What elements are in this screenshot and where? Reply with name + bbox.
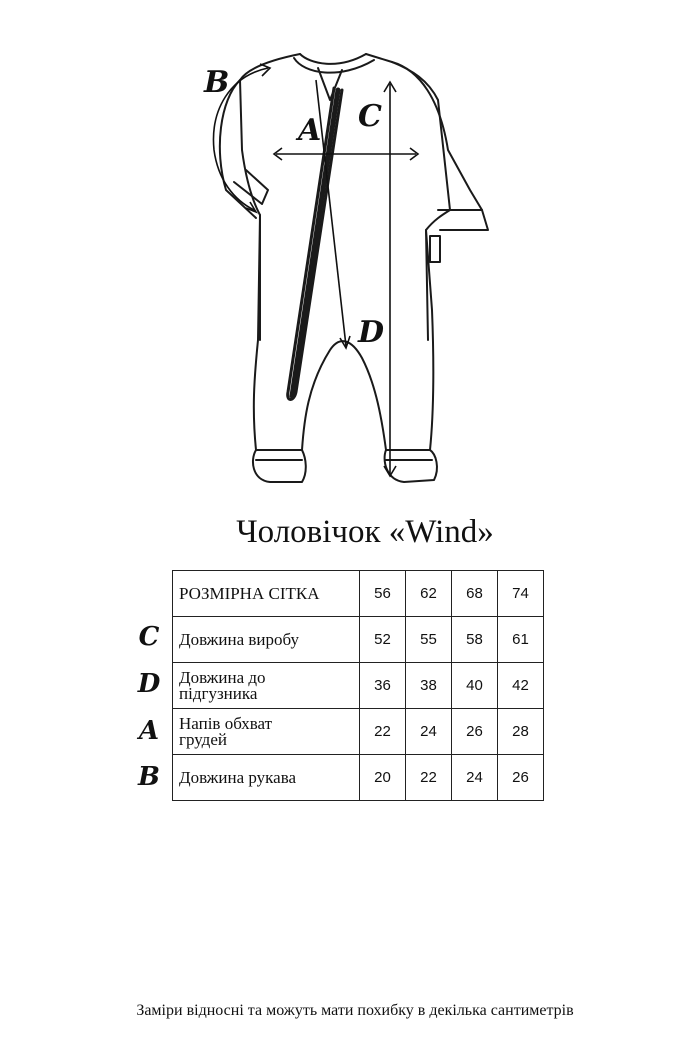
measurement-disclaimer: Заміри відносні та можуть мати похибку в декілька сантиметрів — [136, 1002, 574, 1019]
row-letter-b: B — [138, 762, 160, 792]
table-cell: 58 — [452, 617, 498, 663]
table-row — [173, 755, 544, 801]
left-sleeve — [220, 80, 256, 218]
size-header-cell: 62 — [406, 571, 452, 617]
row-label: Довжина рукава — [173, 755, 360, 801]
label-a: A — [298, 113, 322, 148]
label-d: D — [358, 315, 385, 350]
table-cell: 22 — [406, 755, 452, 801]
table-cell: 52 — [360, 617, 406, 663]
table-row — [173, 617, 544, 663]
right-foot — [385, 450, 437, 482]
size-header-cell: 68 — [452, 571, 498, 617]
row-label — [173, 709, 360, 755]
table-header-row — [173, 571, 544, 617]
row-label: Довжина виробу — [173, 617, 360, 663]
table-cell: 26 — [452, 709, 498, 755]
row-letter-d: D — [137, 669, 161, 699]
romper-measurement-diagram — [190, 40, 510, 500]
row-label-line: грудей — [179, 729, 227, 749]
table-cell: 26 — [498, 755, 544, 801]
label-c: C — [358, 99, 382, 134]
table-cell: 40 — [452, 663, 498, 709]
size-chart-header: РОЗМІРНА СІТКА — [173, 571, 360, 617]
table-cell: 24 — [406, 709, 452, 755]
right-sleeve — [392, 62, 482, 210]
table-cell: 42 — [498, 663, 544, 709]
size-header-cell: 56 — [360, 571, 406, 617]
row-label-line: Довжина до — [179, 667, 266, 687]
row-label-line: Напів обхват — [179, 713, 273, 733]
table-row — [173, 663, 544, 709]
table-cell: 20 — [360, 755, 406, 801]
left-foot — [253, 450, 306, 482]
size-chart-table — [172, 570, 544, 801]
table-row — [173, 709, 544, 755]
collar — [300, 54, 366, 64]
row-letter-a: A — [138, 716, 160, 746]
size-header-cell: 74 — [498, 571, 544, 617]
table-cell: 28 — [498, 709, 544, 755]
table-cell: 24 — [452, 755, 498, 801]
table-cell: 22 — [360, 709, 406, 755]
romper-outline — [240, 54, 450, 450]
table-cell: 38 — [406, 663, 452, 709]
row-letter-c: C — [138, 622, 160, 652]
product-title: Чоловічок «Wind» — [236, 514, 494, 550]
table-cell: 36 — [360, 663, 406, 709]
table-cell: 55 — [406, 617, 452, 663]
row-label-line: підгузника — [179, 683, 258, 703]
label-b: B — [204, 65, 230, 100]
row-label — [173, 663, 360, 709]
table-cell: 61 — [498, 617, 544, 663]
